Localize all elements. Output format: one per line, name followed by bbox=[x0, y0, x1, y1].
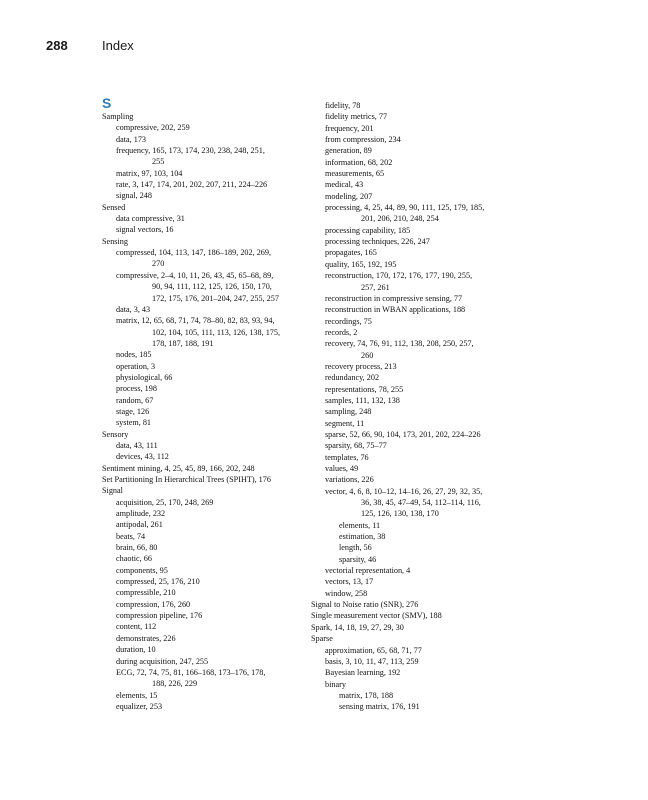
index-entry: ECG, 72, 74, 75, 81, 166–168, 173–176, 178, bbox=[116, 667, 266, 677]
index-entry: content, 112 bbox=[116, 622, 157, 632]
index-entry: vectors, 13, 17 bbox=[325, 577, 374, 587]
index-entry: binary bbox=[325, 679, 346, 689]
index-entry: data, 3, 43 bbox=[116, 304, 151, 314]
index-entry-continuation: 260 bbox=[361, 350, 374, 360]
index-entry: sparsity, 68, 75–77 bbox=[325, 441, 387, 451]
index-entry: duration, 10 bbox=[116, 645, 156, 655]
index-entry: data compressive, 31 bbox=[116, 214, 185, 224]
index-entry: redundancy, 202 bbox=[325, 373, 380, 383]
index-entry: measurements, 65 bbox=[325, 169, 385, 179]
index-entry: rate, 3, 147, 174, 201, 202, 207, 211, 224–226 bbox=[116, 180, 268, 190]
index-entry: Sensed bbox=[102, 202, 126, 212]
index-entry: antipodal, 261 bbox=[116, 520, 163, 530]
index-entry: demonstrates, 226 bbox=[116, 633, 176, 643]
index-entry: vectorial representation, 4 bbox=[325, 566, 411, 576]
index-entry: Sparse bbox=[311, 634, 333, 644]
index-entry: Signal bbox=[102, 486, 123, 496]
index-entry: sparse, 52, 66, 90, 104, 173, 201, 202, 224–226 bbox=[325, 429, 481, 439]
running-title: Index bbox=[102, 38, 134, 53]
index-entry: sensing matrix, 176, 191 bbox=[339, 702, 420, 712]
index-entry: templates, 76 bbox=[325, 452, 369, 462]
index-entry: compressible, 210 bbox=[116, 588, 176, 598]
index-entry: random, 67 bbox=[116, 395, 154, 405]
section-letter: S bbox=[102, 95, 112, 111]
index-entry: chaotic, 66 bbox=[116, 554, 152, 564]
index-entry: signal vectors, 16 bbox=[116, 225, 174, 235]
index-entry: Spark, 14, 18, 19, 27, 29, 30 bbox=[311, 622, 404, 632]
index-entry: samples, 111, 132, 138 bbox=[325, 395, 400, 405]
index-entry: sparsity, 46 bbox=[339, 554, 377, 564]
index-entry: representations, 78, 255 bbox=[325, 384, 404, 394]
index-entry: variations, 226 bbox=[325, 475, 374, 485]
index-entry: reconstruction, 170, 172, 176, 177, 190, 255, bbox=[325, 271, 473, 281]
index-entry-continuation: 188, 226, 229 bbox=[152, 679, 198, 689]
index-entry: devices, 43, 112 bbox=[116, 452, 169, 462]
index-entry: matrix, 12, 65, 68, 71, 74, 78–80, 82, 83, 93, 94, bbox=[116, 316, 275, 326]
index-entry: frequency, 165, 173, 174, 230, 238, 248, 251, bbox=[116, 146, 265, 156]
index-entry: signal, 248 bbox=[116, 191, 152, 201]
index-entry-continuation: 125, 126, 130, 138, 170 bbox=[361, 509, 439, 519]
index-entry: generation, 89 bbox=[325, 146, 372, 156]
index-entry: Sensory bbox=[102, 429, 129, 439]
index-entry: information, 68, 202 bbox=[325, 157, 393, 167]
page-number: 288 bbox=[46, 38, 68, 53]
page-header bbox=[0, 0, 648, 60]
index-entry: physiological, 66 bbox=[116, 372, 173, 382]
index-entry-continuation: 90, 94, 111, 112, 125, 126, 150, 170, bbox=[152, 282, 272, 292]
index-entry: compressive, 202, 259 bbox=[116, 123, 190, 133]
index-entry: amplitude, 232 bbox=[116, 509, 166, 519]
index-entry: components, 95 bbox=[116, 565, 168, 575]
index-entry-continuation: 172, 175, 176, 201–204, 247, 255, 257 bbox=[152, 293, 279, 303]
index-entry: frequency, 201 bbox=[325, 123, 374, 133]
index-entry: Signal to Noise ratio (SNR), 276 bbox=[311, 600, 419, 610]
index-entry-continuation: 36, 38, 45, 47–49, 54, 112–114, 116, bbox=[361, 498, 481, 508]
index-entry: basis, 3, 10, 11, 47, 113, 259 bbox=[325, 656, 419, 666]
index-entry: compression pipeline, 176 bbox=[116, 611, 203, 621]
index-entry: compressed, 25, 176, 210 bbox=[116, 577, 200, 587]
index-entry: segment, 11 bbox=[325, 418, 365, 428]
index-entry: data, 43, 111 bbox=[116, 440, 158, 450]
right-entries bbox=[311, 100, 533, 713]
index-entry: processing techniques, 226, 247 bbox=[325, 237, 430, 247]
index-entry: acquisition, 25, 170, 248, 269 bbox=[116, 497, 214, 507]
index-entry: compressed, 104, 113, 147, 186–189, 202, 269, bbox=[116, 248, 272, 258]
index-entry: recovery, 74, 76, 91, 112, 138, 208, 250, 257, bbox=[325, 339, 474, 349]
index-entry: quality, 165, 192, 195 bbox=[325, 259, 397, 269]
index-entry: values, 49 bbox=[325, 464, 359, 473]
index-entry: nodes, 185 bbox=[116, 350, 152, 360]
left-entries bbox=[102, 111, 307, 712]
index-entry: window, 258 bbox=[325, 588, 368, 598]
index-entry: matrix, 97, 103, 104 bbox=[116, 168, 183, 178]
index-entry: matrix, 178, 188 bbox=[339, 690, 394, 700]
index-entry: elements, 15 bbox=[116, 690, 158, 700]
index-entry: length, 56 bbox=[339, 543, 372, 553]
index-entry: beats, 74 bbox=[116, 531, 146, 541]
index-column-left bbox=[102, 96, 307, 712]
index-entry-continuation: 102, 104, 105, 111, 113, 126, 138, 175, bbox=[152, 327, 281, 337]
index-entry: Bayesian learning, 192 bbox=[325, 668, 401, 678]
index-entry: brain, 66, 80 bbox=[116, 543, 158, 553]
index-entry: Sentiment mining, 4, 25, 45, 89, 166, 202, 248 bbox=[102, 463, 255, 473]
index-entry: vector, 4, 6, 8, 10–12, 14–16, 26, 27, 29, 32, 35, bbox=[325, 486, 483, 496]
index-column-right bbox=[311, 100, 533, 713]
index-entry: Single measurement vector (SMV), 188 bbox=[311, 611, 442, 621]
index-entry: stage, 126 bbox=[116, 406, 150, 416]
index-entry: medical, 43 bbox=[325, 180, 364, 190]
index-entry-continuation: 178, 187, 188, 191 bbox=[152, 338, 214, 348]
index-entry: approximation, 65, 68, 71, 77 bbox=[325, 645, 422, 655]
index-entry: reconstruction in WBAN applications, 188 bbox=[325, 305, 466, 315]
index-entry: recovery process, 213 bbox=[325, 361, 397, 371]
index-entry: propagates, 165 bbox=[325, 248, 377, 258]
index-entry: records, 2 bbox=[325, 327, 358, 337]
index-entry: processing capability, 185 bbox=[325, 225, 411, 235]
index-entry: process, 198 bbox=[116, 384, 157, 394]
index-entry: compressive, 2–4, 10, 11, 26, 43, 45, 65–68, 89, bbox=[116, 270, 274, 280]
index-entry: estimation, 38 bbox=[339, 532, 386, 542]
index-entry: operation, 3 bbox=[116, 361, 156, 371]
index-entry: data, 173 bbox=[116, 134, 147, 144]
index-entry: elements, 11 bbox=[339, 520, 381, 530]
index-entry: Set Partitioning In Hierarchical Trees (SPIHT), 176 bbox=[102, 475, 271, 484]
index-entry: equalizer, 253 bbox=[116, 701, 163, 711]
index-entry: fidelity, 78 bbox=[325, 101, 361, 110]
index-entry: during acquisition, 247, 255 bbox=[116, 656, 209, 666]
index-entry: fidelity metrics, 77 bbox=[325, 112, 388, 122]
index-entry: Sensing bbox=[102, 236, 128, 246]
index-entry-continuation: 201, 206, 210, 248, 254 bbox=[361, 214, 439, 224]
index-entry-continuation: 257, 261 bbox=[361, 282, 390, 292]
index-entry: reconstruction in compressive sensing, 77 bbox=[325, 293, 463, 303]
index-entry: recordings, 75 bbox=[325, 316, 372, 326]
index-entry: from compression, 234 bbox=[325, 135, 401, 145]
index-entry: sampling, 248 bbox=[325, 407, 372, 417]
index-entry: modeling, 207 bbox=[325, 191, 373, 201]
index-entry: system, 81 bbox=[116, 418, 152, 428]
index-entry-continuation: 255 bbox=[152, 157, 165, 167]
index-entry: processing, 4, 25, 44, 89, 90, 111, 125, 179, 185, bbox=[325, 203, 485, 213]
index-entry: Sampling bbox=[102, 112, 134, 121]
index-entry-continuation: 270 bbox=[152, 259, 165, 269]
index-entry: compression, 176, 260 bbox=[116, 599, 191, 609]
